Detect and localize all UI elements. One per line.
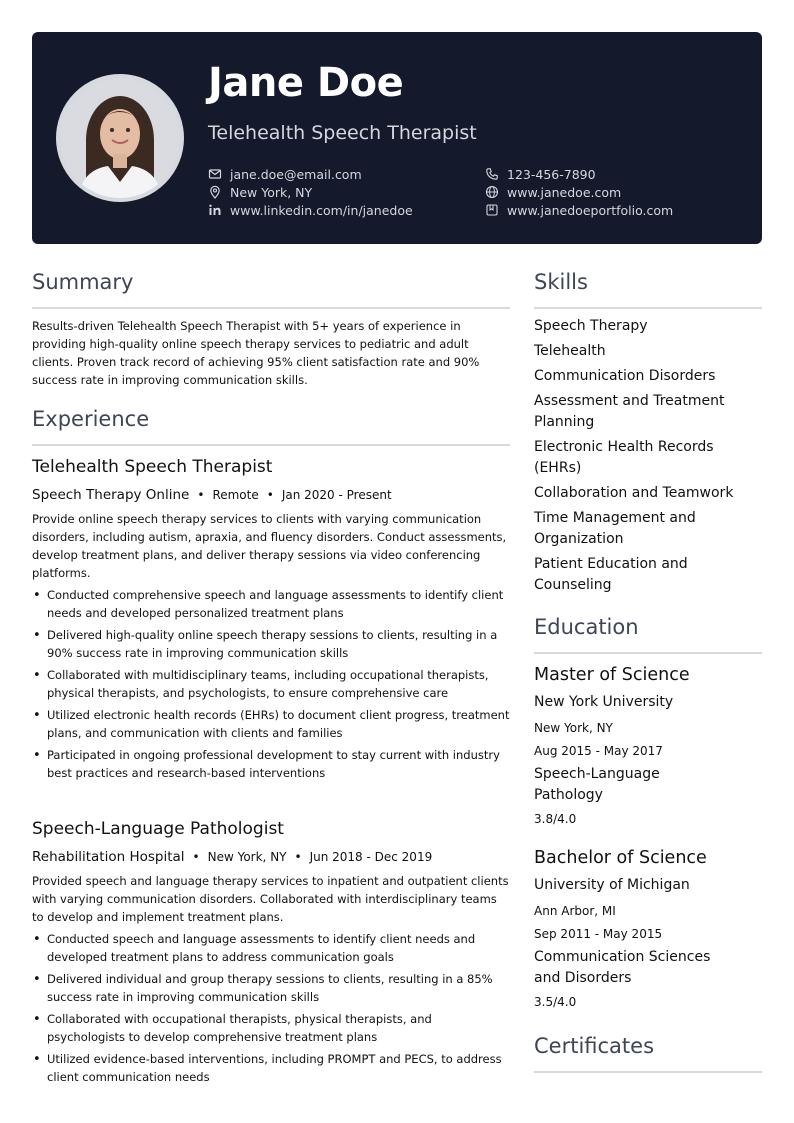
contact-website-text: www.janedoe.com xyxy=(507,184,622,200)
experience-divider xyxy=(32,444,510,446)
job-bullet: • Collaborated with multidisciplinary teams, including occupational therapists, physical therapists, and psychologists, to ensure comprehensive care xyxy=(32,666,510,702)
profile-photo xyxy=(56,74,184,202)
edu-location: New York, NY xyxy=(534,721,613,735)
edu-school: University of Michigan xyxy=(534,877,690,893)
skill-item: Time Management and Organization xyxy=(534,510,696,547)
job-bullet: • Delivered high-quality online speech therapy sessions to clients, resulting in a 90% success rate in improving communication skills xyxy=(32,626,510,662)
candidate-name: Jane Doe xyxy=(208,60,404,106)
job-bullet: • Participated in ongoing professional development to stay current with industry best practices and research-based interventions xyxy=(32,746,510,782)
edu-gpa: 3.5/4.0 xyxy=(534,995,577,1009)
contact-phone-text: 123-456-7890 xyxy=(507,166,596,182)
skills-divider xyxy=(534,307,762,309)
job-company: Speech Therapy Online xyxy=(32,487,190,503)
linkedin-icon xyxy=(208,203,222,217)
certificates-heading: Certificates xyxy=(534,1034,655,1058)
education-divider xyxy=(534,652,762,654)
contact-portfolio-text: www.janedoeportfolio.com xyxy=(507,202,674,218)
separator-dot: • xyxy=(192,850,200,864)
job-description: Provided speech and language therapy services to inpatient and outpatient clients with varying communication disorders. Collaborated with interdisciplinary teams to develop and implement treatment plans. xyxy=(32,874,509,924)
job-bullets xyxy=(32,930,510,1090)
separator-dot: • xyxy=(197,488,205,502)
job-location: Remote xyxy=(212,488,259,502)
edu-gpa: 3.8/4.0 xyxy=(534,812,577,826)
job-meta xyxy=(32,849,432,865)
contact-location-text: New York, NY xyxy=(230,184,313,200)
contact-phone[interactable] xyxy=(485,166,596,182)
email-icon xyxy=(208,167,222,181)
globe-icon xyxy=(485,185,499,199)
summary-divider xyxy=(32,307,510,309)
job-title: Telehealth Speech Therapist xyxy=(32,457,273,477)
skill-item: Collaboration and Teamwork xyxy=(534,485,734,501)
candidate-title: Telehealth Speech Therapist xyxy=(208,122,477,144)
edu-field: Speech-Language Pathology xyxy=(534,766,660,803)
resume-header xyxy=(32,32,762,244)
job-meta xyxy=(32,487,392,503)
job-location: New York, NY xyxy=(207,850,287,864)
edu-school: New York University xyxy=(534,694,674,710)
skill-item: Patient Education and Counseling xyxy=(534,556,688,593)
job-bullet: • Collaborated with occupational therapists, physical therapists, and psychologists to develop comprehensive treatment plans xyxy=(32,1010,510,1046)
skill-item: Communication Disorders xyxy=(534,368,716,384)
contact-email[interactable] xyxy=(208,166,362,182)
certificates-divider xyxy=(534,1071,762,1073)
edu-location: Ann Arbor, MI xyxy=(534,904,616,918)
skill-item: Assessment and Treatment Planning xyxy=(534,393,725,430)
contact-location xyxy=(208,184,312,200)
phone-icon xyxy=(485,167,499,181)
job-bullet: • Utilized evidence-based interventions, including PROMPT and PECS, to address client communication needs xyxy=(32,1050,510,1086)
contact-website[interactable] xyxy=(485,184,621,200)
contact-email-text: jane.doe@email.com xyxy=(230,166,362,182)
edu-degree: Bachelor of Science xyxy=(534,848,707,868)
contact-portfolio[interactable] xyxy=(485,202,673,218)
edu-dates: Sep 2011 - May 2015 xyxy=(534,927,663,941)
skills-list xyxy=(534,316,756,600)
education-heading: Education xyxy=(534,615,639,639)
portfolio-icon xyxy=(485,203,499,217)
contact-linkedin-text: www.linkedin.com/in/janedoe xyxy=(230,202,413,218)
separator-dot: • xyxy=(266,488,274,502)
experience-heading: Experience xyxy=(32,407,150,431)
contact-linkedin[interactable] xyxy=(208,202,413,218)
skill-item: Speech Therapy xyxy=(534,318,648,334)
job-title: Speech-Language Pathologist xyxy=(32,819,284,839)
location-icon xyxy=(208,185,222,199)
skill-item: Electronic Health Records (EHRs) xyxy=(534,439,714,476)
edu-field: Communication Sciences and Disorders xyxy=(534,949,711,986)
job-bullet: • Conducted speech and language assessments to identify client needs and developed treatment plans to address communication goals xyxy=(32,930,510,966)
job-dates: Jan 2020 - Present xyxy=(281,488,392,502)
skill-item: Telehealth xyxy=(534,343,606,359)
job-company: Rehabilitation Hospital xyxy=(32,849,185,865)
separator-dot: • xyxy=(294,850,302,864)
skills-heading: Skills xyxy=(534,270,588,294)
edu-dates: Aug 2015 - May 2017 xyxy=(534,744,663,758)
job-bullet: • Utilized electronic health records (EHRs) to document client progress, treatment plans, and communication with clients and families xyxy=(32,706,510,742)
job-bullet: • Delivered individual and group therapy sessions to clients, resulting in a 85% success rate in improving communication skills xyxy=(32,970,510,1006)
job-description: Provide online speech therapy services to clients with varying communication disorders, including autism, apraxia, and fluency disorders. Conduct assessments, develop treatment plans, and deliver therapy sessions via video conferencing platforms. xyxy=(32,512,507,580)
summary-text: Results-driven Telehealth Speech Therapist with 5+ years of experience in providing high-quality online speech therapy services to pediatric and adult clients. Proven track record of achieving 95% client satisfaction rate and 90% success rate in improving communication skills. xyxy=(32,319,480,387)
job-bullets xyxy=(32,586,510,786)
job-bullet: • Conducted comprehensive speech and language assessments to identify client needs and developed personalized treatment plans xyxy=(32,586,510,622)
job-dates: Jun 2018 - Dec 2019 xyxy=(309,850,433,864)
summary-heading: Summary xyxy=(32,270,134,294)
edu-degree: Master of Science xyxy=(534,665,690,685)
